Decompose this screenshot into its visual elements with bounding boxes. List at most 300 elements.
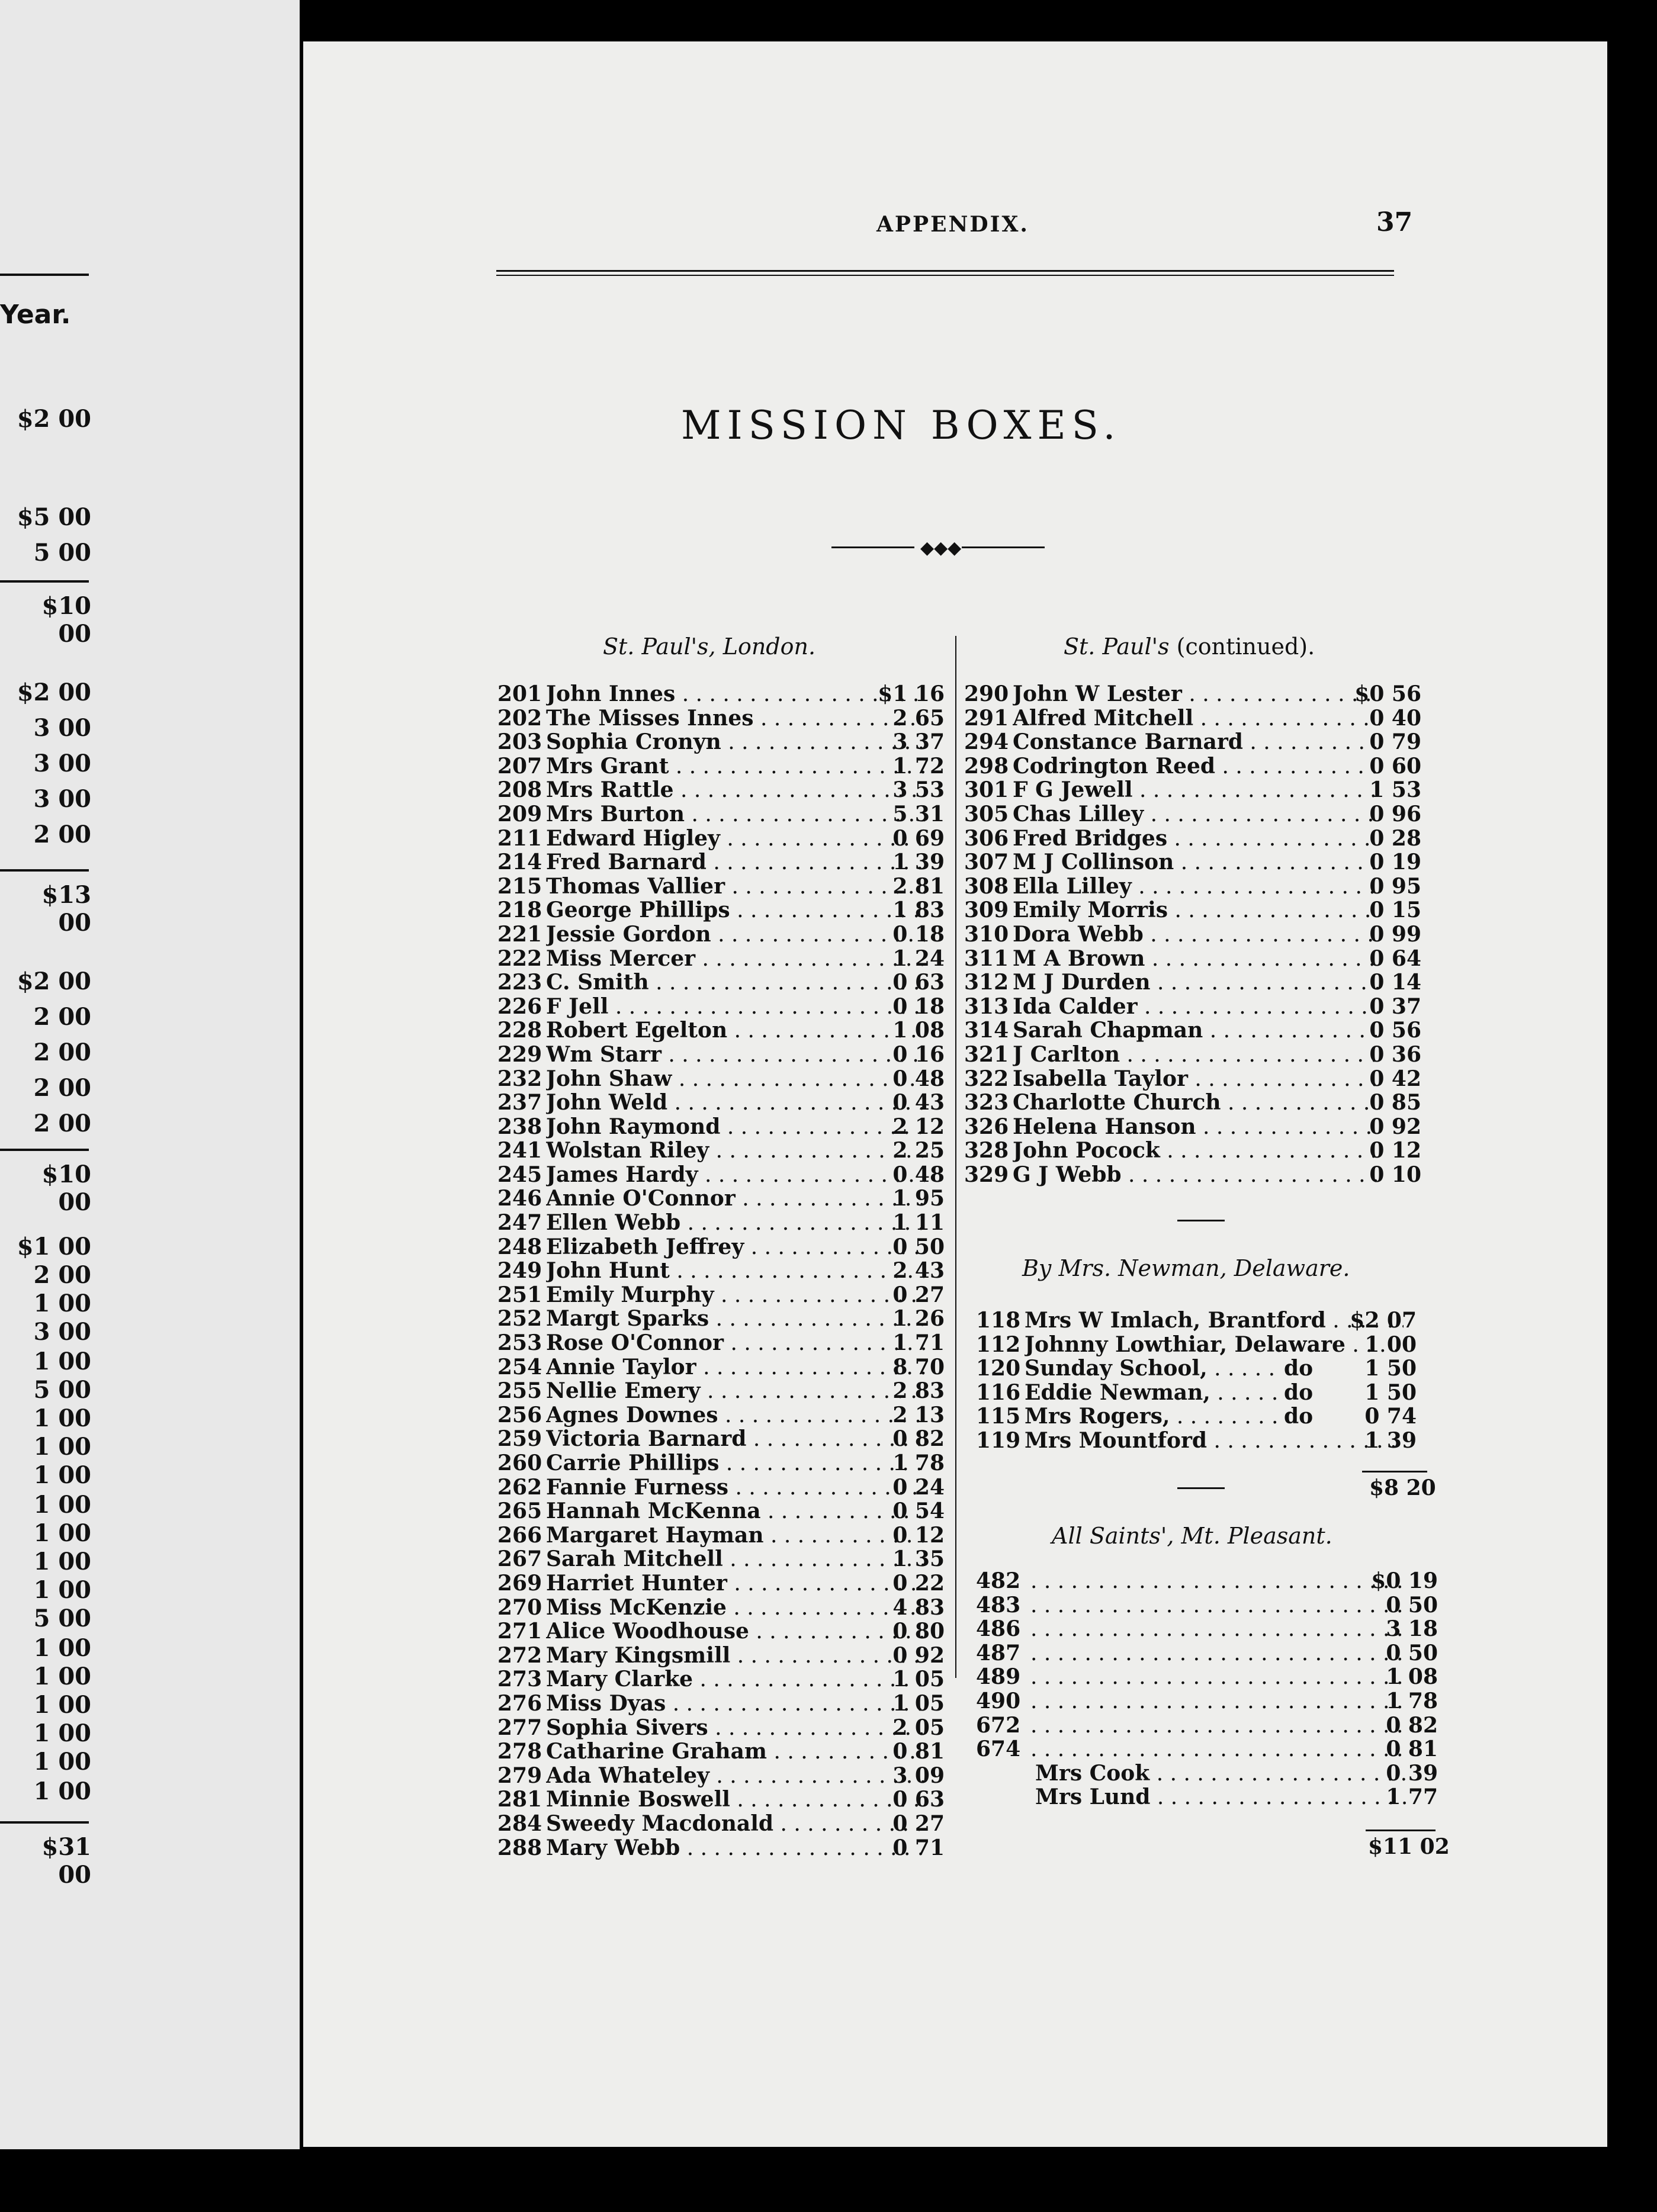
left-amount: $5 00 — [17, 503, 91, 531]
entry-row — [497, 1163, 956, 1187]
entry-name: John Shaw . . . — [546, 1067, 925, 1092]
entry-number: 311 — [964, 946, 1009, 971]
entry-name: John W Lester . . . — [1013, 682, 1380, 707]
section-separator-1 — [1177, 1220, 1225, 1221]
entry-name: Elizabeth Jeffrey . . . — [546, 1235, 925, 1260]
entry-row — [497, 1403, 956, 1427]
entry-name: Emily Morris . . . — [1013, 898, 1380, 923]
entry-number: 218 — [497, 898, 542, 923]
entry-row — [497, 1499, 956, 1523]
entry-name: Charlotte Church . . . — [1013, 1091, 1380, 1115]
entry-number: 329 — [964, 1162, 1009, 1187]
left-amount: 1 00 — [33, 1691, 91, 1719]
entry-name: John Pocock . . . — [1013, 1139, 1380, 1163]
entry-amount: 1 24 — [892, 946, 945, 971]
entry-number: 119 — [976, 1427, 1021, 1453]
entry-row — [964, 922, 1421, 947]
entry-row — [497, 1619, 956, 1644]
entry-row — [976, 1689, 1438, 1713]
entry-row — [976, 1333, 1421, 1357]
entry-row — [497, 1067, 956, 1091]
entry-row — [976, 1308, 1421, 1333]
entry-name: Mary Clarke . . . — [546, 1667, 925, 1692]
entry-number: 321 — [964, 1041, 1009, 1067]
entry-name: Ada Whateley . . . — [546, 1764, 925, 1789]
entry-number: 306 — [964, 825, 1009, 851]
entry-name: Harriet Hunter . . . — [546, 1571, 925, 1596]
entry-amount: 8 70 — [892, 1354, 945, 1380]
entry-number: 221 — [497, 921, 542, 947]
entry-number: 308 — [964, 873, 1009, 899]
entry-number: 202 — [497, 705, 542, 731]
entry-amount: 2 25 — [892, 1138, 945, 1163]
entry-row — [964, 1163, 1421, 1187]
entry-name: M A Brown . . . — [1013, 947, 1380, 972]
entry-number: 487 — [976, 1640, 1021, 1666]
entry-row — [497, 1283, 956, 1307]
entry-number: 245 — [497, 1162, 542, 1187]
entry-name: Catharine Graham . . . — [546, 1740, 925, 1764]
entry-number: 115 — [976, 1404, 1021, 1429]
entry-number: 294 — [964, 729, 1009, 755]
entry-number: 309 — [964, 898, 1009, 923]
entry-name: Rose O'Connor . . . — [546, 1331, 925, 1356]
running-header: APPENDIX. — [876, 212, 1029, 237]
entry-row — [497, 778, 956, 802]
entry-name: Ella Lilley . . . — [1013, 874, 1380, 899]
entry-amount: 0 12 — [892, 1522, 945, 1548]
entry-number: 328 — [964, 1138, 1009, 1163]
entry-row — [497, 1331, 956, 1355]
entry-amount: 1 39 — [1364, 1427, 1417, 1453]
entry-number: 232 — [497, 1066, 542, 1091]
entry-row — [497, 1475, 956, 1500]
entry-number: 238 — [497, 1114, 542, 1139]
entry-amount: 1 05 — [892, 1667, 945, 1692]
entry-row — [964, 778, 1421, 802]
entry-amount: 0 74 — [1364, 1404, 1417, 1429]
entry-row — [497, 1644, 956, 1668]
entry-name: F Jell . . . — [546, 995, 925, 1020]
all-saints-list — [976, 1569, 1438, 1809]
entry-name: Codrington Reed . . . — [1013, 754, 1380, 779]
entry-number: 262 — [497, 1474, 542, 1500]
entry-name — [1030, 1689, 1409, 1714]
entry-name: M J Collinson . . . — [1013, 850, 1380, 875]
entry-amount: 3 53 — [892, 777, 945, 803]
entry-row — [964, 802, 1421, 827]
entry-number: 483 — [976, 1592, 1021, 1618]
entry-number: 207 — [497, 753, 542, 779]
left-amount: $2 00 — [17, 679, 91, 706]
section-heading-st-pauls-continued-name: St. Paul's — [1064, 634, 1170, 660]
left-amount: 2 00 — [33, 1261, 91, 1289]
entry-number: 276 — [497, 1690, 542, 1716]
entry-amount: 0 48 — [892, 1066, 945, 1091]
left-amount: 5 00 — [33, 1605, 91, 1632]
entry-amount: 2 83 — [892, 1378, 945, 1404]
entry-name: M J Durden . . . — [1013, 970, 1380, 995]
entry-amount: 0 85 — [1369, 1090, 1421, 1115]
entry-number: 490 — [976, 1688, 1021, 1713]
entry-row — [976, 1761, 1438, 1786]
entry-amount: 1 78 — [1386, 1688, 1438, 1713]
entry-name: Alice Woodhouse . . . — [546, 1619, 925, 1644]
left-amount: 5 00 — [33, 1376, 91, 1404]
entry-amount: 1 95 — [892, 1186, 945, 1211]
entry-number: 249 — [497, 1258, 542, 1284]
entry-row — [964, 1018, 1421, 1043]
entry-number: 265 — [497, 1499, 542, 1524]
entry-row — [497, 1523, 956, 1548]
left-amount: 1 00 — [33, 1576, 91, 1604]
entry-number: 215 — [497, 873, 542, 899]
entry-number: 208 — [497, 777, 542, 803]
entry-amount: 1 78 — [892, 1451, 945, 1475]
entry-amount: 0 37 — [1369, 994, 1421, 1019]
entry-name: Edward Higley . . . — [546, 827, 925, 851]
entry-name: Annie Taylor . . . — [546, 1355, 925, 1380]
entry-ditto: do — [1284, 1356, 1314, 1381]
entry-row — [497, 922, 956, 947]
left-amount: $10 00 — [41, 1160, 91, 1216]
entry-row — [497, 1259, 956, 1283]
entry-name: Mrs Burton . . . — [546, 802, 925, 827]
entry-row — [976, 1404, 1421, 1429]
entry-amount: 0 22 — [892, 1570, 945, 1596]
entry-number: 252 — [497, 1306, 542, 1332]
entry-name: Ida Calder . . . — [1013, 995, 1380, 1020]
entry-name — [1030, 1665, 1409, 1690]
entry-amount: 1 50 — [1364, 1356, 1417, 1381]
entry-row — [497, 1716, 956, 1740]
entry-number: 256 — [497, 1402, 542, 1427]
st-pauls-list — [497, 682, 956, 1860]
entry-amount: 0 79 — [1369, 729, 1421, 755]
entry-name: Constance Barnard . . . — [1013, 730, 1380, 755]
entry-row — [497, 1451, 956, 1475]
entry-row — [964, 1067, 1421, 1091]
entry-number: 674 — [976, 1737, 1021, 1762]
entry-row — [497, 1307, 956, 1331]
newman-total-rule — [1362, 1471, 1427, 1472]
entry-number: 260 — [497, 1451, 542, 1475]
entry-number: 248 — [497, 1234, 542, 1259]
entry-amount: 1 08 — [892, 1018, 945, 1043]
entry-number: 229 — [497, 1041, 542, 1067]
entry-amount: $2 07 — [1350, 1308, 1417, 1333]
entry-row — [497, 850, 956, 874]
entry-row — [497, 754, 956, 779]
section-heading-continued-suffix: (continued). — [1176, 634, 1315, 660]
entry-name: G J Webb . . . — [1013, 1163, 1380, 1188]
entry-amount: 1 35 — [892, 1547, 945, 1572]
entry-name: Nellie Emery . . . — [546, 1379, 925, 1404]
entry-amount: 1 05 — [892, 1690, 945, 1716]
entry-row — [497, 1571, 956, 1596]
entry-amount: 0 71 — [892, 1835, 945, 1860]
entry-amount: 1 72 — [892, 753, 945, 779]
left-total-rule — [0, 580, 89, 583]
entry-amount: 0 15 — [1369, 898, 1421, 923]
entry-amount: 0 42 — [1369, 1066, 1421, 1091]
entry-amount: 1 83 — [892, 898, 945, 923]
entry-name: John Weld . . . — [546, 1091, 925, 1115]
entry-name: Hannah McKenna . . . — [546, 1499, 925, 1524]
left-amount: 2 00 — [33, 821, 91, 848]
entry-row — [964, 682, 1421, 706]
entry-name: C. Smith . . . — [546, 970, 925, 995]
entry-number: 241 — [497, 1138, 542, 1163]
entry-name: Margaret Hayman . . . — [546, 1523, 925, 1548]
entry-amount: 2 81 — [892, 873, 945, 899]
entry-amount: 0 63 — [892, 970, 945, 995]
entry-name: Carrie Phillips . . . — [546, 1451, 925, 1476]
entry-row — [964, 730, 1421, 754]
entry-number: 255 — [497, 1378, 542, 1404]
entry-number: 482 — [976, 1568, 1021, 1593]
left-total-rule — [0, 1149, 89, 1151]
entry-amount: 3 09 — [892, 1763, 945, 1788]
entry-row — [976, 1713, 1438, 1738]
entry-name: Annie O'Connor . . . — [546, 1187, 925, 1211]
entry-amount: 0 80 — [892, 1619, 945, 1644]
entry-name: The Misses Innes . . . — [546, 706, 925, 731]
left-amount: 1 00 — [33, 1548, 91, 1576]
entry-number: 288 — [497, 1835, 542, 1860]
left-amount: 2 00 — [33, 1039, 91, 1066]
entry-amount: $0 19 — [1371, 1568, 1438, 1593]
header-rule-1 — [496, 270, 1394, 272]
entry-name: Wolstan Riley . . . — [546, 1139, 925, 1163]
entry-number: 267 — [497, 1547, 542, 1572]
entry-amount: 0 27 — [892, 1811, 945, 1836]
entry-row — [497, 1187, 956, 1211]
entry-row — [976, 1617, 1438, 1641]
entry-number: 323 — [964, 1090, 1009, 1115]
entry-name: Mrs Lund . . . — [1035, 1785, 1414, 1810]
entry-name: Fred Barnard . . . — [546, 850, 925, 875]
left-page-fragment — [0, 0, 300, 2149]
entry-name: Fred Bridges . . . — [1013, 827, 1380, 851]
entry-amount: 0 56 — [1369, 1018, 1421, 1043]
entry-amount: 2 65 — [892, 705, 945, 731]
entry-amount: 0 18 — [892, 994, 945, 1019]
entry-row — [497, 1091, 956, 1115]
entry-number: 279 — [497, 1763, 542, 1788]
entry-name: Chas Lilley . . . — [1013, 802, 1380, 827]
entry-amount: 0 39 — [1386, 1760, 1438, 1786]
entry-number: 314 — [964, 1018, 1009, 1043]
entry-row — [497, 1043, 956, 1067]
entry-name: Mary Kingsmill . . . — [546, 1644, 925, 1668]
entry-name: Sophia Cronyn . . . — [546, 730, 925, 755]
left-amount: 2 00 — [33, 1074, 91, 1102]
entry-name: John Innes . . . — [546, 682, 925, 707]
entry-amount: 0 92 — [1369, 1114, 1421, 1139]
entry-amount: 1 53 — [1369, 777, 1421, 803]
entry-row — [964, 995, 1421, 1019]
page-number: 37 — [1376, 207, 1413, 237]
entry-name — [1030, 1569, 1409, 1594]
entry-name — [1030, 1641, 1409, 1666]
left-amount: 1 00 — [33, 1491, 91, 1519]
entry-name: Mrs Grant . . . — [546, 754, 925, 779]
entry-number: 222 — [497, 946, 542, 971]
entry-amount: 0 95 — [1369, 873, 1421, 899]
entry-amount: $1 16 — [878, 681, 945, 706]
entry-number: 266 — [497, 1522, 542, 1548]
entry-name: Fannie Furness . . . — [546, 1475, 925, 1500]
entry-amount: 0 99 — [1369, 921, 1421, 947]
entry-name: Mrs W Imlach, Brantford . . . — [1025, 1308, 1404, 1333]
section-heading-newman: By Mrs. Newman, Delaware. — [1022, 1255, 1350, 1281]
entry-row — [964, 898, 1421, 922]
left-amount: $1 00 — [17, 1233, 91, 1261]
left-amount: 1 00 — [33, 1461, 91, 1489]
entry-name: Sweedy Macdonald . . . — [546, 1812, 925, 1837]
entry-amount: 0 28 — [1369, 825, 1421, 851]
left-amount: 1 00 — [33, 1519, 91, 1547]
entry-amount: 0 54 — [892, 1499, 945, 1524]
section-heading-all-saints: All Saints', Mt. Pleasant. — [1052, 1523, 1332, 1549]
left-top-rule — [0, 274, 89, 276]
entry-row — [964, 827, 1421, 851]
left-amount: 5 00 — [33, 539, 91, 567]
entry-row — [497, 1596, 956, 1620]
entry-amount: 4 83 — [892, 1594, 945, 1620]
entry-number: 251 — [497, 1282, 542, 1307]
entry-row — [976, 1641, 1438, 1666]
entry-row — [497, 730, 956, 754]
entry-ditto: do — [1284, 1380, 1314, 1405]
newman-list — [976, 1308, 1421, 1453]
entry-number: 313 — [964, 994, 1009, 1019]
entry-row — [497, 874, 956, 899]
entry-number: 228 — [497, 1018, 542, 1043]
entry-name: Mrs Cook . . . — [1035, 1761, 1414, 1786]
entry-number: 277 — [497, 1715, 542, 1740]
entry-name — [1030, 1713, 1409, 1738]
entry-number: 486 — [976, 1616, 1021, 1642]
entry-row — [497, 1740, 956, 1764]
entry-amount: 0 82 — [1386, 1712, 1438, 1738]
entry-row — [964, 970, 1421, 995]
entry-amount: 0 16 — [892, 1041, 945, 1067]
entry-number: 326 — [964, 1114, 1009, 1139]
left-amount: $13 00 — [41, 881, 91, 937]
left-page-heading: Year. — [0, 300, 71, 330]
entry-number: 237 — [497, 1090, 542, 1115]
entry-number: 310 — [964, 921, 1009, 947]
section-separator-2 — [1177, 1487, 1225, 1489]
entry-row — [964, 754, 1421, 779]
entry-amount: 1 77 — [1386, 1785, 1438, 1810]
left-amount: $2 00 — [17, 405, 91, 433]
entry-row — [964, 850, 1421, 874]
entry-amount: 0 48 — [892, 1162, 945, 1187]
entry-number: 273 — [497, 1667, 542, 1692]
entry-name: Mrs Mountford . . . — [1025, 1429, 1404, 1454]
entry-number: 272 — [497, 1642, 542, 1668]
entry-number: 254 — [497, 1354, 542, 1380]
st-pauls-continued-list — [964, 682, 1421, 1187]
entry-amount: 0 63 — [892, 1787, 945, 1812]
entry-name: Emily Murphy . . . — [546, 1283, 925, 1308]
entry-number: 226 — [497, 994, 542, 1019]
header-rule-2 — [496, 275, 1394, 276]
entry-number: 246 — [497, 1186, 542, 1211]
entry-number: 116 — [976, 1380, 1021, 1405]
entry-number: 284 — [497, 1811, 542, 1836]
entry-amount: 1 71 — [892, 1330, 945, 1356]
entry-amount: 0 50 — [1386, 1640, 1438, 1666]
left-amount: 1 00 — [33, 1634, 91, 1662]
entry-amount: 0 64 — [1369, 946, 1421, 971]
entry-name: George Phillips . . . — [546, 898, 925, 923]
entry-name: Agnes Downes . . . — [546, 1403, 925, 1428]
left-amount: 3 00 — [33, 750, 91, 777]
entry-amount: 0 60 — [1369, 753, 1421, 779]
entry-amount: 1 11 — [892, 1210, 945, 1236]
entry-name: Sunday School, . . . — [1025, 1356, 1278, 1381]
entry-number: 281 — [497, 1787, 542, 1812]
entry-row — [976, 1665, 1438, 1689]
entry-name: Miss Mercer . . . — [546, 947, 925, 972]
entry-name: Dora Webb . . . — [1013, 922, 1380, 947]
left-amount: 3 00 — [33, 714, 91, 742]
entry-name: Mrs Rogers, . . . — [1025, 1404, 1278, 1429]
entry-row — [497, 1115, 956, 1139]
entry-row — [497, 1379, 956, 1403]
entry-amount: 0 14 — [1369, 970, 1421, 995]
entry-amount: 0 18 — [892, 921, 945, 947]
all-saints-total: $11 02 — [1368, 1834, 1450, 1859]
left-amount: 1 00 — [33, 1663, 91, 1690]
entry-amount: 3 18 — [1386, 1616, 1438, 1642]
entry-number: 214 — [497, 850, 542, 875]
entry-name: Jessie Gordon . . . — [546, 922, 925, 947]
entry-number: 253 — [497, 1330, 542, 1356]
entry-amount: 0 40 — [1369, 705, 1421, 731]
entry-row — [976, 1429, 1421, 1453]
entry-amount: 0 50 — [1386, 1592, 1438, 1618]
all-saints-total-rule — [1366, 1830, 1436, 1831]
entry-row — [964, 1139, 1421, 1163]
entry-number: 271 — [497, 1619, 542, 1644]
entry-amount: 0 81 — [1386, 1737, 1438, 1762]
entry-row — [497, 1427, 956, 1451]
entry-number: 489 — [976, 1664, 1021, 1690]
entry-name: Margt Sparks . . . — [546, 1307, 925, 1332]
entry-row — [976, 1593, 1438, 1618]
entry-amount: 2 12 — [892, 1114, 945, 1139]
left-amount: $31 00 — [41, 1833, 91, 1889]
entry-number: 120 — [976, 1356, 1021, 1381]
entry-row — [964, 874, 1421, 899]
left-amount: 2 00 — [33, 1110, 91, 1137]
entry-row — [497, 898, 956, 922]
entry-amount: 2 13 — [892, 1402, 945, 1427]
entry-row — [497, 827, 956, 851]
entry-row — [497, 1355, 956, 1380]
left-amount: $10 00 — [41, 592, 91, 648]
section-heading-st-pauls-continued — [1064, 634, 1315, 660]
entry-number: 305 — [964, 801, 1009, 827]
entry-row — [497, 1018, 956, 1043]
entry-name: F G Jewell . . . — [1013, 778, 1380, 803]
entry-name: Eddie Newman, . . . — [1025, 1381, 1278, 1406]
